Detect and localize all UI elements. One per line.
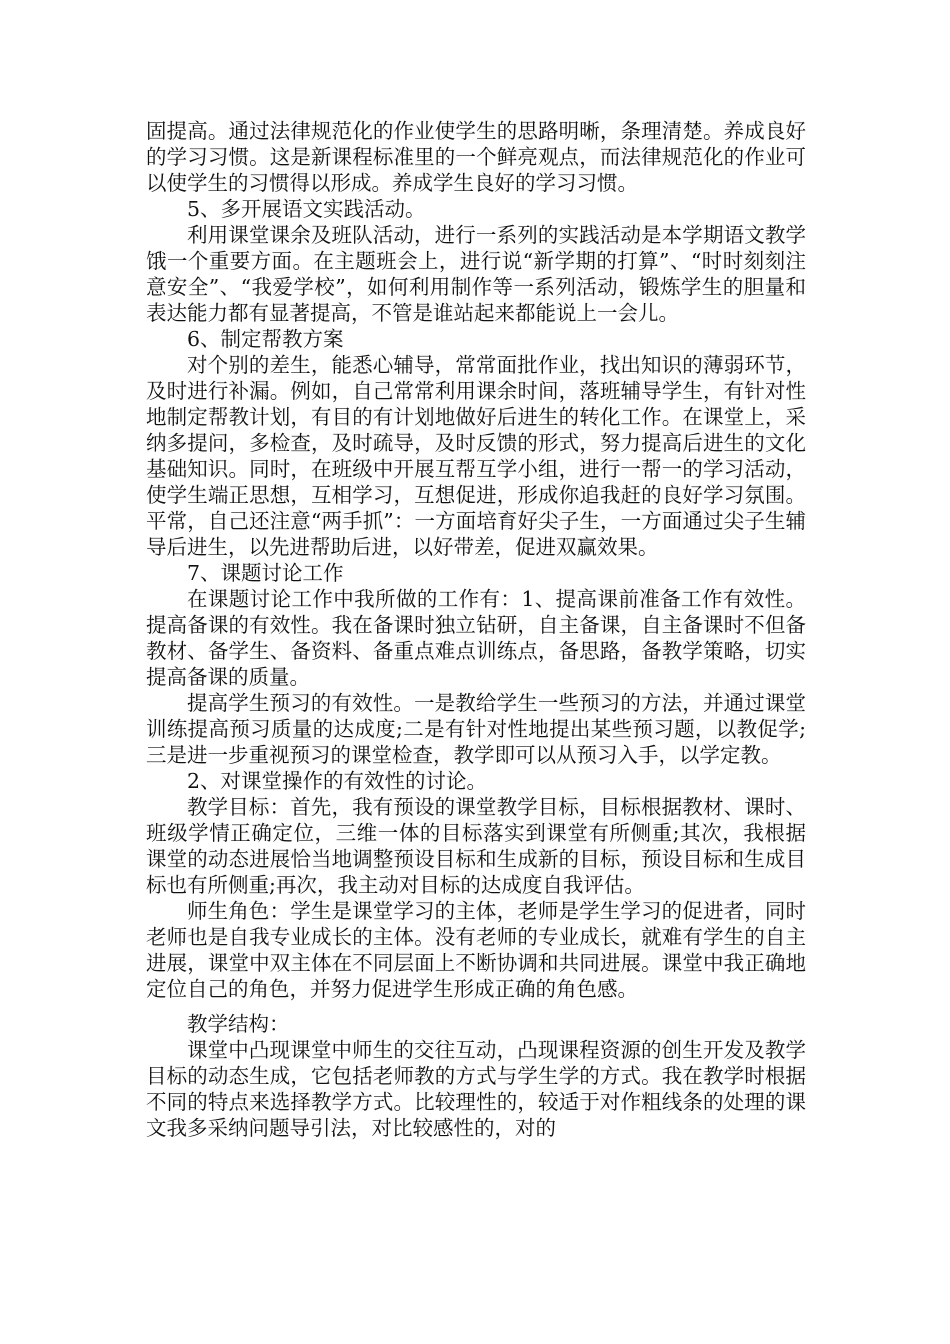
paragraph-7: 师生角色：学生是课堂学习的主体，老师是学生学习的促进者，同时老师也是自我专业成长的主体。没有老师的专业成长，就难有学生的自主进展，课堂中双主体在不同层面上不断协调和共同进展。课堂中我正确地定位自己的角色，并努力促进学生形成正确的角色感。 bbox=[146, 899, 806, 1001]
paragraph-3: 对个别的差生，能悉心辅导，常常面批作业，找出知识的薄弱环节，及时进行补漏。例如，自己常常利用课余时间，落班辅导学生，有针对性地制定帮教计划，有目的有计划地做好后进生的转化工作。在课堂上，采纳多提问，多检查，及时疏导，及时反馈的形式，努力提高后进生的文化基础知识。同时，在班级中开展互帮互学小组，进行一帮一的学习活动，使学生端正思想，互相学习，互想促进，形成你追我赶的良好学习氛围。平常，自己还注意“两手抓”：一方面培育好尖子生，一方面通过尖子生辅导后进生，以先进帮助后进，以好带差，促进双赢效果。 bbox=[146, 353, 806, 559]
heading-teaching-structure: 教学结构： bbox=[187, 1012, 290, 1036]
paragraph-8: 课堂中凸现课堂中师生的交往互动，凸现课程资源的创生开发及教学目标的动态生成，它包括老师教的方式与学生学的方式。我在教学时根据不同的特点来选择教学方式。比较理性的，较适于对作粗线条的处理的课文我多采纳问题导引法，对比较感性的，对的 bbox=[146, 1038, 806, 1140]
spacer bbox=[146, 1002, 806, 1011]
heading-2: 2、对课堂操作的有效性的讨论。 bbox=[187, 769, 488, 793]
paragraph-1: 固提高。通过法律规范化的作业使学生的思路明晰，条理清楚。养成良好的学习习惯。这是新课程标准里的一个鲜亮观点，而法律规范化的作业可以使学生的习惯得以形成。养成学生良好的学习习惯。 bbox=[146, 119, 806, 195]
heading-7: 7、课题讨论工作 bbox=[187, 561, 344, 585]
heading-6: 6、制定帮教方案 bbox=[187, 327, 344, 351]
paragraph-6: 教学目标：首先，我有预设的课堂教学目标，目标根据教材、课时、班级学情正确定位，三维一体的目标落实到课堂有所侧重;其次，我根据课堂的动态进展恰当地调整预设目标和生成新的目标，预设目标和生成目标也有所侧重;再次，我主动对目标的达成度自我评估。 bbox=[146, 795, 806, 897]
paragraph-2: 利用课堂课余及班队活动，进行一系列的实践活动是本学期语文教学饿一个重要方面。在主题班会上，进行说“新学期的打算”、“时时刻刻注意安全”、“我爱学校”，如何利用制作等一系列活动，锻炼学生的胆量和表达能力都有显著提高，不管是谁站起来都能说上一会儿。 bbox=[146, 223, 806, 325]
paragraph-4: 在课题讨论工作中我所做的工作有：1、提高课前准备工作有效性。提高备课的有效性。我在备课时独立钻研，自主备课，自主备课时不但备教材、备学生、备资料、备重点难点训练点，备思路，备教学策略，切实提高备课的质量。 bbox=[146, 587, 806, 689]
paragraph-5: 提高学生预习的有效性。一是教给学生一些预习的方法，并通过课堂训练提高预习质量的达成度;二是有针对性地提出某些预习题，以教促学;三是进一步重视预习的课堂检查，教学即可以从预习入手，以学定教。 bbox=[146, 691, 806, 767]
heading-5: 5、多开展语文实践活动。 bbox=[187, 197, 426, 221]
document-page bbox=[146, 118, 806, 1141]
